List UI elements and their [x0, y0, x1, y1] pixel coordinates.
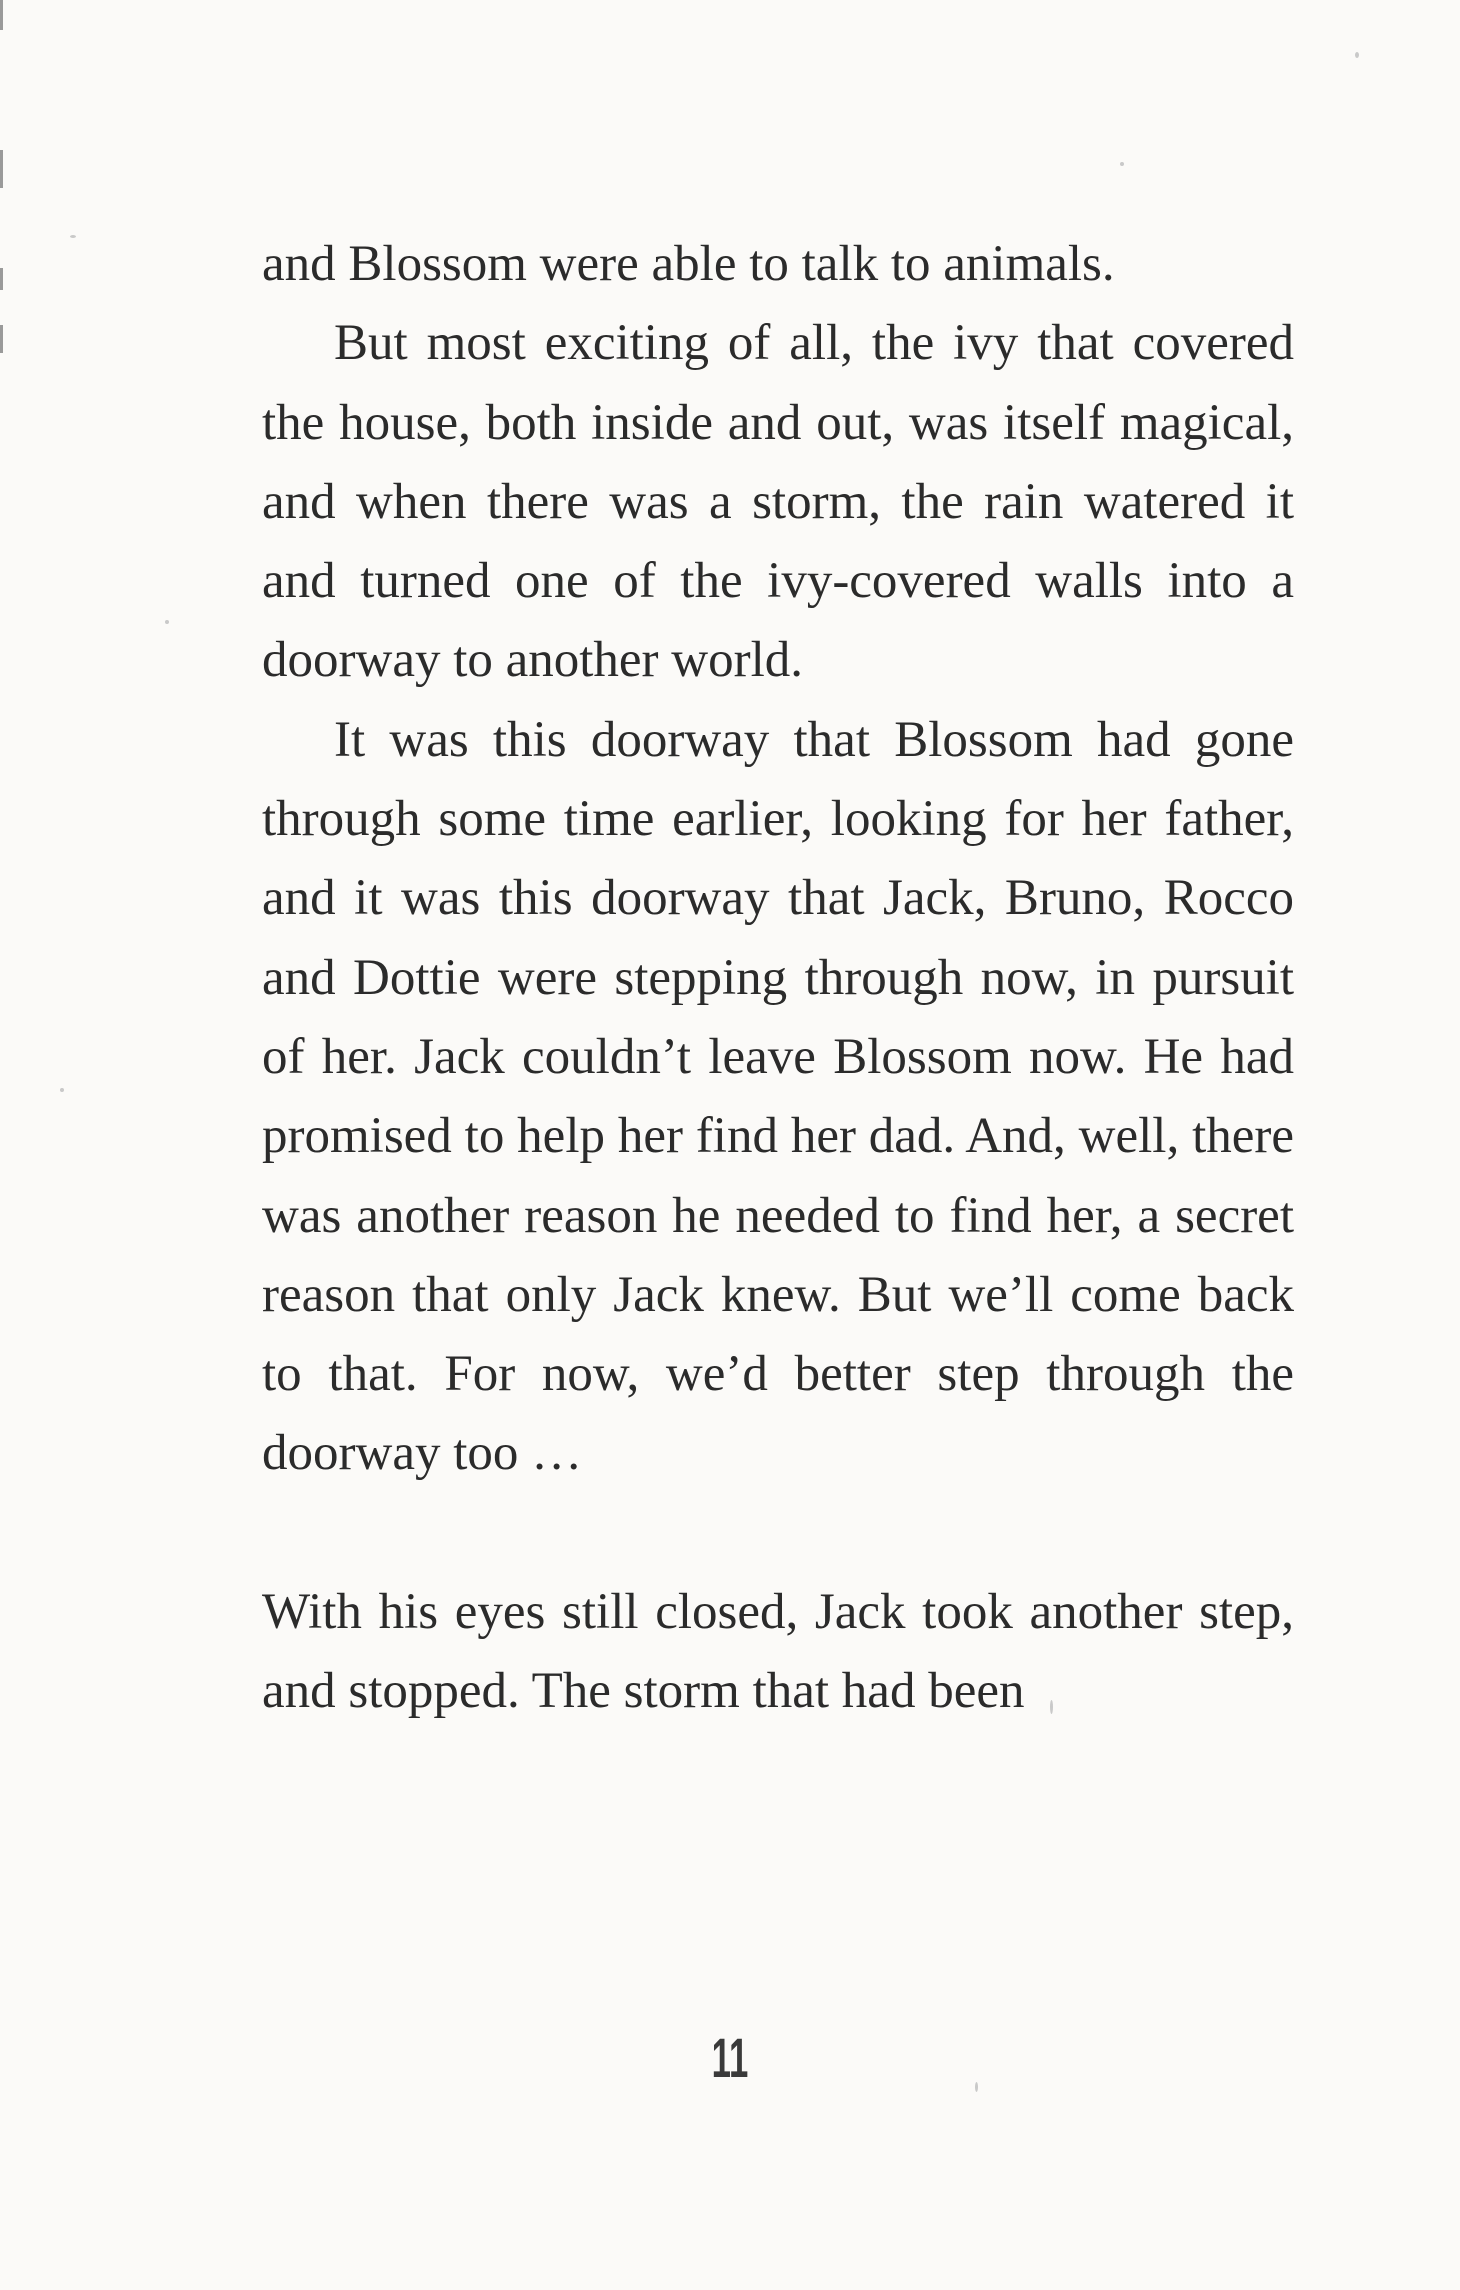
- section-break: [262, 1494, 1294, 1573]
- paragraph-scene-start: With his eyes still closed, Jack took another step, and stopped. The storm that had been: [262, 1583, 1294, 1720]
- binding-edge-mark: [0, 268, 3, 290]
- paper-speck: [60, 1088, 64, 1092]
- paper-speck: [70, 235, 76, 238]
- binding-edge-mark: [0, 150, 3, 188]
- paragraph: But most exciting of all, the ivy that covered the house, both inside and out, was itself magical, and when there was a storm, the rain watered it and turned one of the ivy-covered walls into a doorway to another world.: [262, 315, 1294, 689]
- body-text: [262, 225, 1294, 1731]
- binding-edge-mark: [0, 0, 3, 30]
- paper-speck: [1355, 52, 1359, 58]
- paragraph: It was this doorway that Blossom had gone through some time earlier, looking for her father, and it was this doorway that Jack, Bruno, Rocco and Dottie were stepping through now, in pursuit of her. Jack couldn’t leave Blossom now. He had promised to help her find her dad. And, well, there was another reason he needed to find her, a secret reason that only Jack knew. But we’ll come back to that. For now, we’d better step through the doorway too …: [262, 711, 1294, 1482]
- page-number: 11: [711, 2026, 749, 2089]
- paragraph-continuation: and Blossom were able to talk to animals.: [262, 236, 1115, 292]
- binding-edge-mark: [0, 325, 3, 353]
- paper-speck: [165, 620, 169, 624]
- paper-speck: [1120, 162, 1124, 166]
